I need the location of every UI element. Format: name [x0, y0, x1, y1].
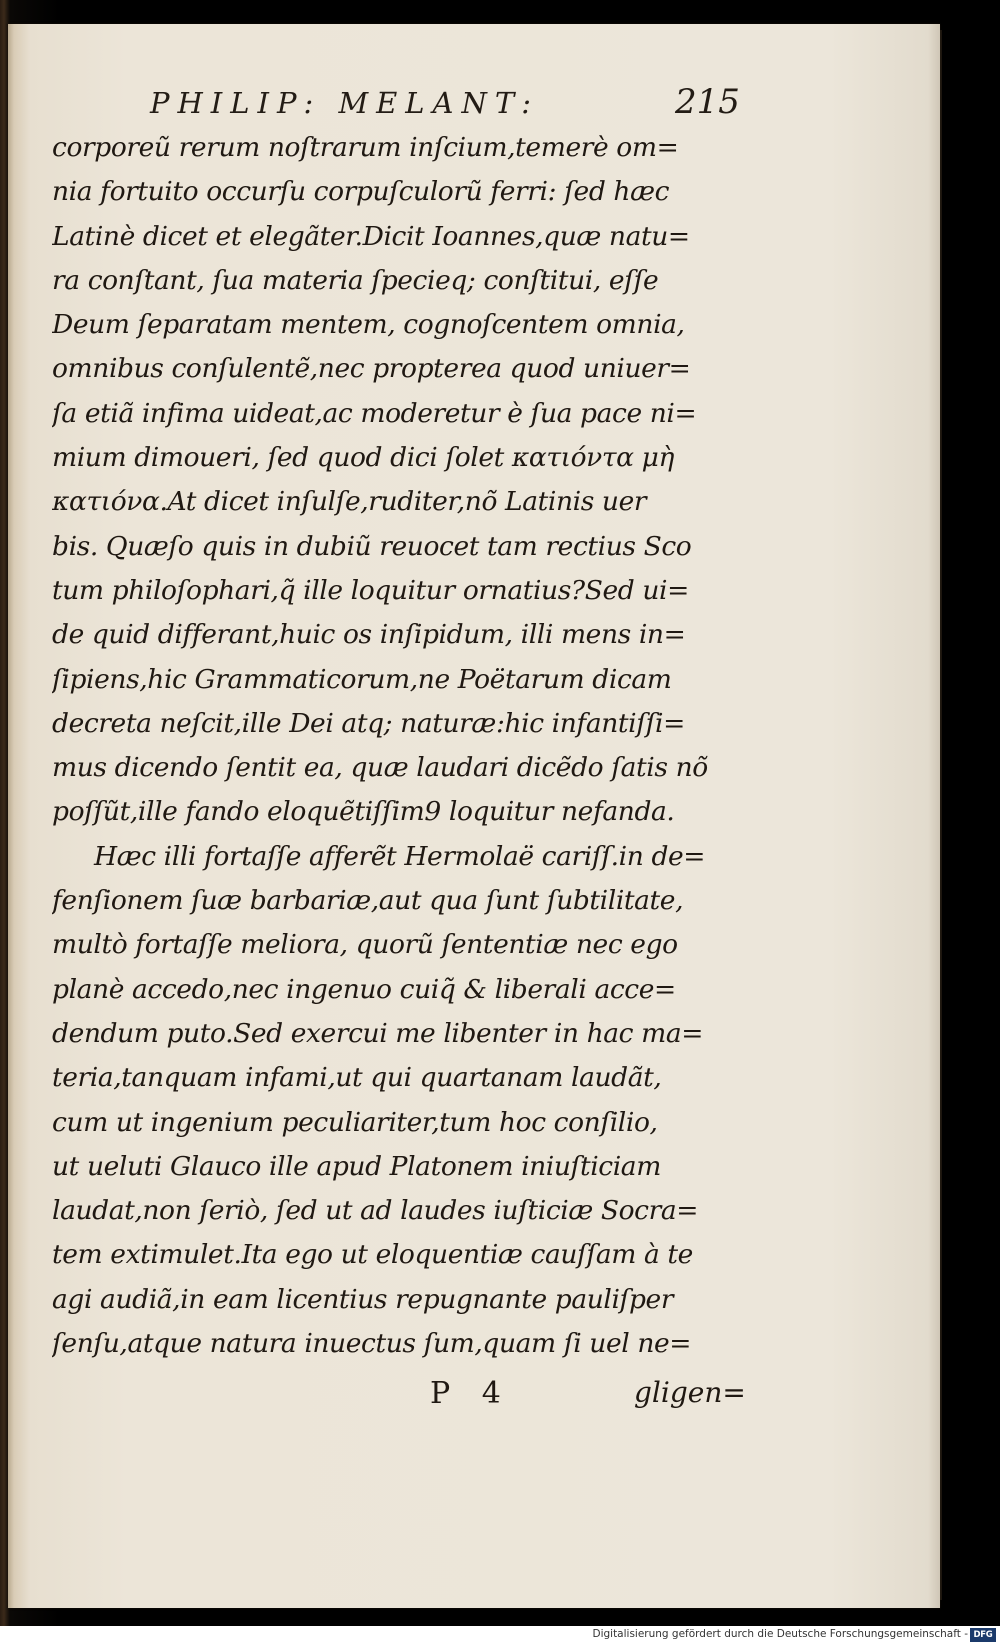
catchword: gligen= [634, 1376, 746, 1409]
body-text [52, 126, 742, 1366]
text-line: nia fortuito occurſu corpuſculorũ ferri: ſed hæc [52, 176, 670, 208]
text-line: laudat,non ſeriò, ſed ut ad laudes iuſticiæ Socra= [52, 1195, 699, 1227]
text-line: planè accedo,nec ingenuo cuiq̃ & liberali acce= [52, 973, 676, 1005]
text-line: mium dimoueri, ſed quod dici ſolet κατιόντα μὴ [52, 442, 674, 474]
text-line: de quid differant,huic os inſipidum, illi mens in= [52, 619, 686, 651]
text-line: teria,tanquam infami,ut qui quartanam laudãt, [52, 1062, 662, 1094]
text-line: corporeũ rerum noſtrarum inſcium,temerè om= [52, 132, 679, 163]
text-line: dendum puto.Sed exercui me libenter in hac ma= [52, 1017, 704, 1049]
text-line: ſipiens,hic Grammaticorum,ne Poëtarum dicam [52, 663, 672, 695]
text-line: tem extimulet.Ita ego ut eloquentiæ cauſſam à te [52, 1239, 693, 1271]
text-line: ut ueluti Glauco ille apud Platonem iniuſticiam [52, 1150, 661, 1182]
text-line: Deum ſeparatam mentem, cognoſcentem omnia, [52, 309, 685, 341]
text-line: ſenſu,atque natura inuectus ſum,quam ſi uel ne= [52, 1328, 692, 1360]
text-line: ſa etiã infima uideat,ac moderetur è ſua pace ni= [52, 397, 697, 429]
text-line: ra conſtant, ſua materia ſpecieq; conſtitui, eſſe [52, 264, 659, 296]
page-footer [52, 1376, 746, 1426]
text-line: bis. Quæſo quis in dubiũ reuocet tam rectius Sco [52, 530, 692, 562]
text-line: agi audiã,in eam licentius repugnante pauliſper [52, 1283, 674, 1315]
text-line: omnibus conſulentẽ,nec propterea quod uniuer= [52, 353, 691, 385]
text-line: κατιόνα.At dicet inſulſe,ruditer,nõ Latinis uer [52, 486, 647, 518]
text-line: fenſionem ſuæ barbariæ,aut qua ſunt ſubtilitate, [52, 885, 684, 917]
signature-mark: P 4 [430, 1376, 501, 1411]
text-line: poſſũt,ille fando eloquẽtiſſim9 loquitur nefanda. [52, 796, 675, 828]
text-line: decreta neſcit,ille Dei atq; naturæ:hic infantiſſi= [52, 707, 685, 739]
text-line: cum ut ingenium peculiariter,tum hoc conſilio, [52, 1106, 658, 1138]
dfg-logo-icon[interactable]: DFG [970, 1628, 996, 1642]
text-line: Latinè dicet et elegãter.Dicit Ioannes,quæ natu= [52, 220, 690, 252]
text-line: tum philoſophari,q̃ ille loquitur ornatius?Sed ui= [52, 574, 689, 606]
text-line: mus dicendo ſentit ea, quæ laudari dicẽdo ſatis nõ [52, 752, 708, 784]
text-line: multò fortaſſe meliora, quorũ ſententiæ nec ego [52, 929, 678, 961]
running-head: PHILIP: MELANT: [150, 86, 539, 120]
credit-bar [0, 1626, 1000, 1646]
page-number: 215 [675, 82, 740, 122]
paragraph-start-line: Hæc illi fortaſſe afferẽt Hermolaë cariſſ.in de= [94, 840, 706, 872]
funding-credit: Digitalisierung gefördert durch die Deutsche Forschungsgemeinschaft - [592, 1628, 968, 1640]
